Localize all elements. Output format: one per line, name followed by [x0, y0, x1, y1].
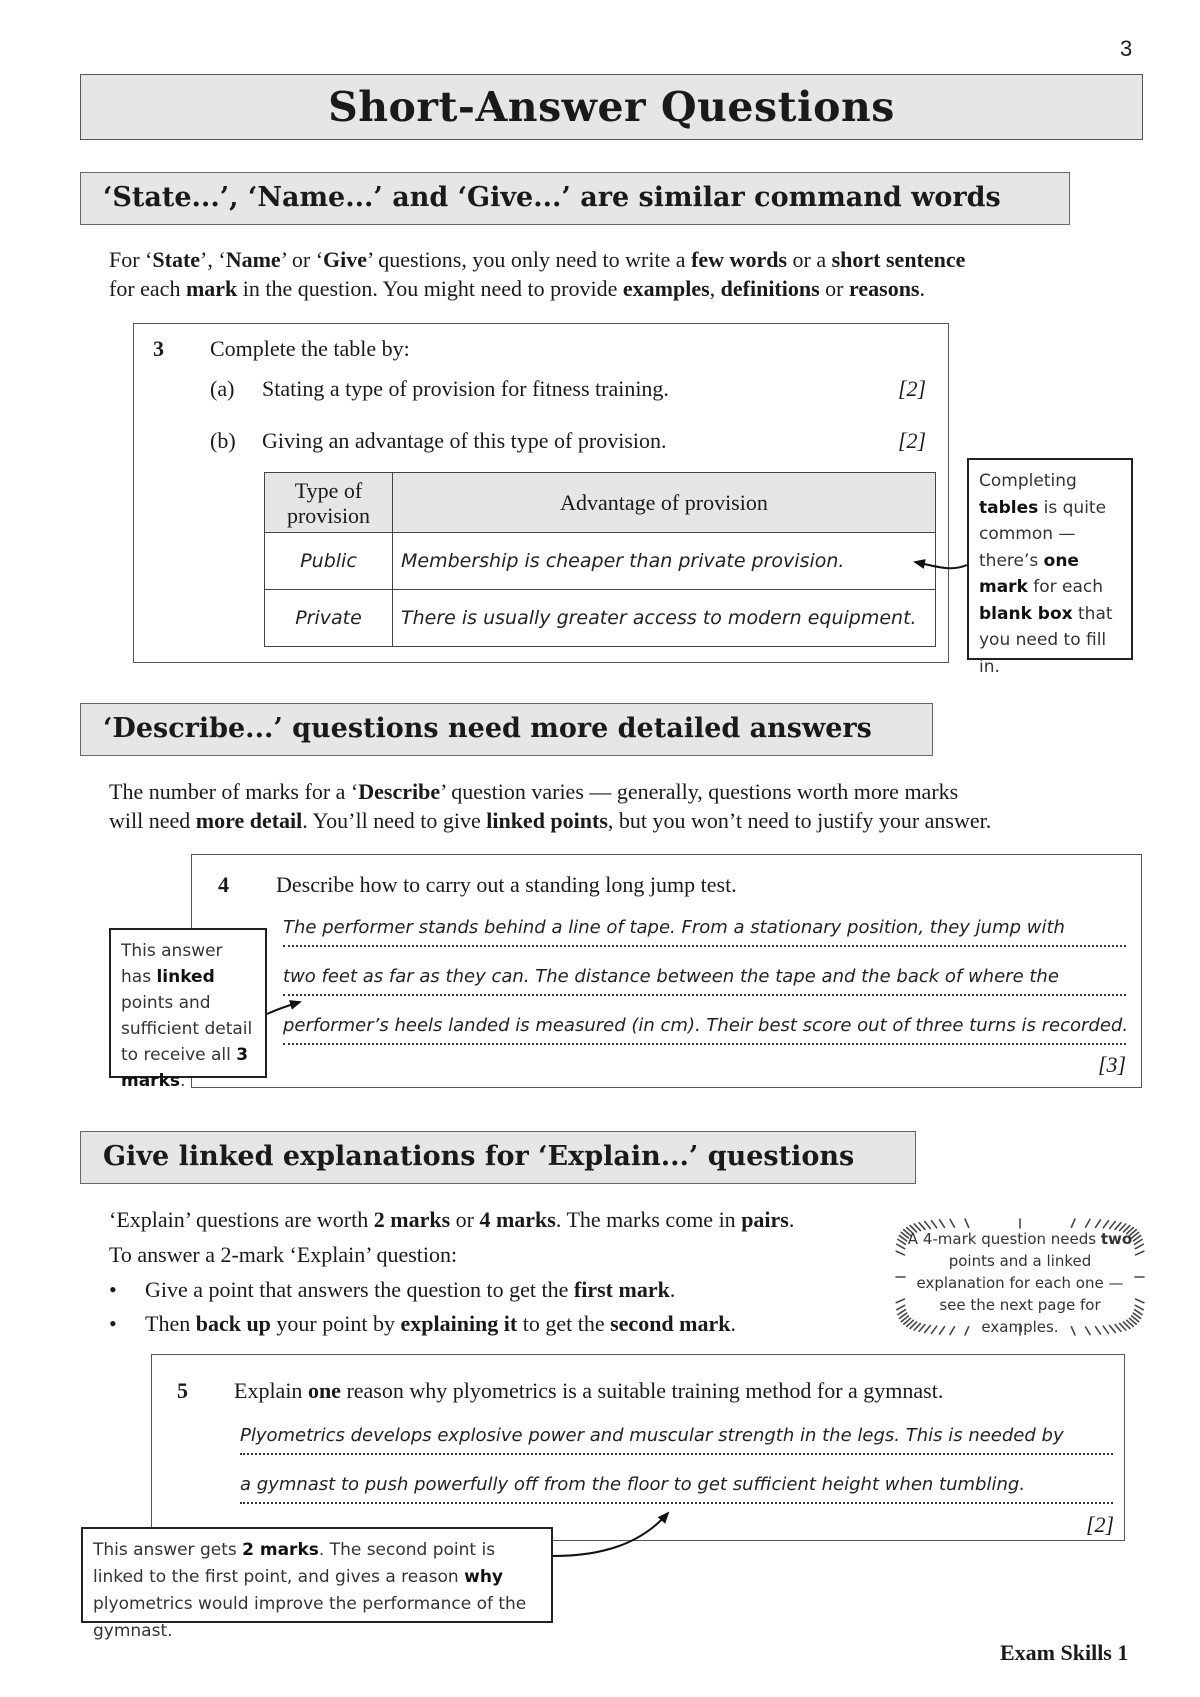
note-two-marks: This answer gets 2 marks. The second point is linked to the first point, and gives a reason why plyometrics would improve the performance of the gymnast.: [81, 1527, 553, 1623]
section2-paragraph-line2: will need more detail. You’ll need to give linked points, but you won’t need to justify your answer.: [109, 808, 992, 833]
mark-allocation: [2]: [898, 428, 927, 453]
bullet-marker: •: [109, 1311, 117, 1336]
note-linked-points: This answer has linked points and sufficient detail to receive all 3 marks.: [109, 928, 267, 1078]
table-header-type: Type of provision: [265, 473, 393, 533]
answer-line: two feet as far as they can. The distance between the tape and the back of where the: [283, 966, 1126, 996]
question-stem: Complete the table by:: [210, 336, 410, 361]
question-part-text: Giving an advantage of this type of provision.: [262, 428, 667, 453]
arrow-to-table: [915, 562, 967, 568]
bullet-item: Then back up your point by explaining it to get the second mark.: [145, 1311, 736, 1336]
table-cell-advantage: Membership is cheaper than private provision.: [393, 533, 936, 590]
page-title: Short-Answer Questions: [328, 83, 895, 131]
footer-section-label: Exam Skills 1: [1000, 1640, 1129, 1665]
section2-paragraph-line1: The number of marks for a ‘Describe’ question varies — generally, questions worth more marks: [109, 779, 959, 804]
answer-line: The performer stands behind a line of tape. From a stationary position, they jump with: [283, 917, 1126, 947]
question-number: 4: [218, 872, 229, 897]
answer-line: performer’s heels landed is measured (in cm). Their best score out of three turns is recorded.: [283, 1015, 1126, 1045]
question-number: 5: [177, 1378, 188, 1403]
answer-line: a gymnast to push powerfully off from the floor to get sufficient height when tumbling.: [240, 1474, 1113, 1504]
bullet-item: Give a point that answers the question to get the first mark.: [145, 1277, 676, 1302]
question-part-text: Stating a type of provision for fitness training.: [262, 376, 669, 401]
question-part-label: (b): [210, 428, 236, 453]
arrow-to-answer-4: [267, 1002, 300, 1014]
table-cell-advantage: There is usually greater access to modern equipment.: [393, 590, 936, 647]
bullet-marker: •: [109, 1277, 117, 1302]
section-heading-explain: Give linked explanations for ‘Explain...’ questions: [80, 1131, 916, 1184]
section-heading-state-name-give: ‘State...’, ‘Name...’ and ‘Give...’ are similar command words: [80, 172, 1070, 225]
table-header-advantage: Advantage of provision: [393, 473, 936, 533]
table-cell-type: Private: [265, 590, 393, 647]
question-part-label: (a): [210, 376, 235, 401]
arrow-to-answer-5: [553, 1513, 668, 1556]
mark-allocation: [3]: [1098, 1052, 1127, 1077]
section3-paragraph-line1: ‘Explain’ questions are worth 2 marks or 4 marks. The marks come in pairs.: [109, 1207, 795, 1232]
section-heading-describe: ‘Describe...’ questions need more detailed answers: [80, 703, 933, 756]
page-number: 3: [1120, 36, 1133, 61]
section1-paragraph-line1: For ‘State’, ‘Name’ or ‘Give’ questions, you only need to write a few words or a short sentence: [109, 247, 966, 272]
question-text: Explain one reason why plyometrics is a suitable training method for a gymnast.: [234, 1378, 944, 1403]
section3-paragraph-line2: To answer a 2-mark ‘Explain’ question:: [109, 1242, 458, 1267]
table-cell-type: Public: [265, 533, 393, 590]
note-completing-tables: Completing tables is quite common — there’s one mark for each blank box that you need to fill in.: [967, 458, 1133, 660]
mark-allocation: [2]: [1086, 1512, 1115, 1537]
mark-allocation: [2]: [898, 376, 927, 401]
answer-line: Plyometrics develops explosive power and muscular strength in the legs. This is needed by: [240, 1425, 1113, 1455]
tip-4-mark-question: A 4-mark question needs two points and a linked explanation for each one — see the next page for examples.: [907, 1230, 1133, 1336]
question-number: 3: [153, 336, 164, 361]
section1-paragraph-line2: for each mark in the question. You might need to provide examples, definitions or reasons.: [109, 276, 925, 301]
question-text: Describe how to carry out a standing long jump test.: [276, 872, 737, 897]
